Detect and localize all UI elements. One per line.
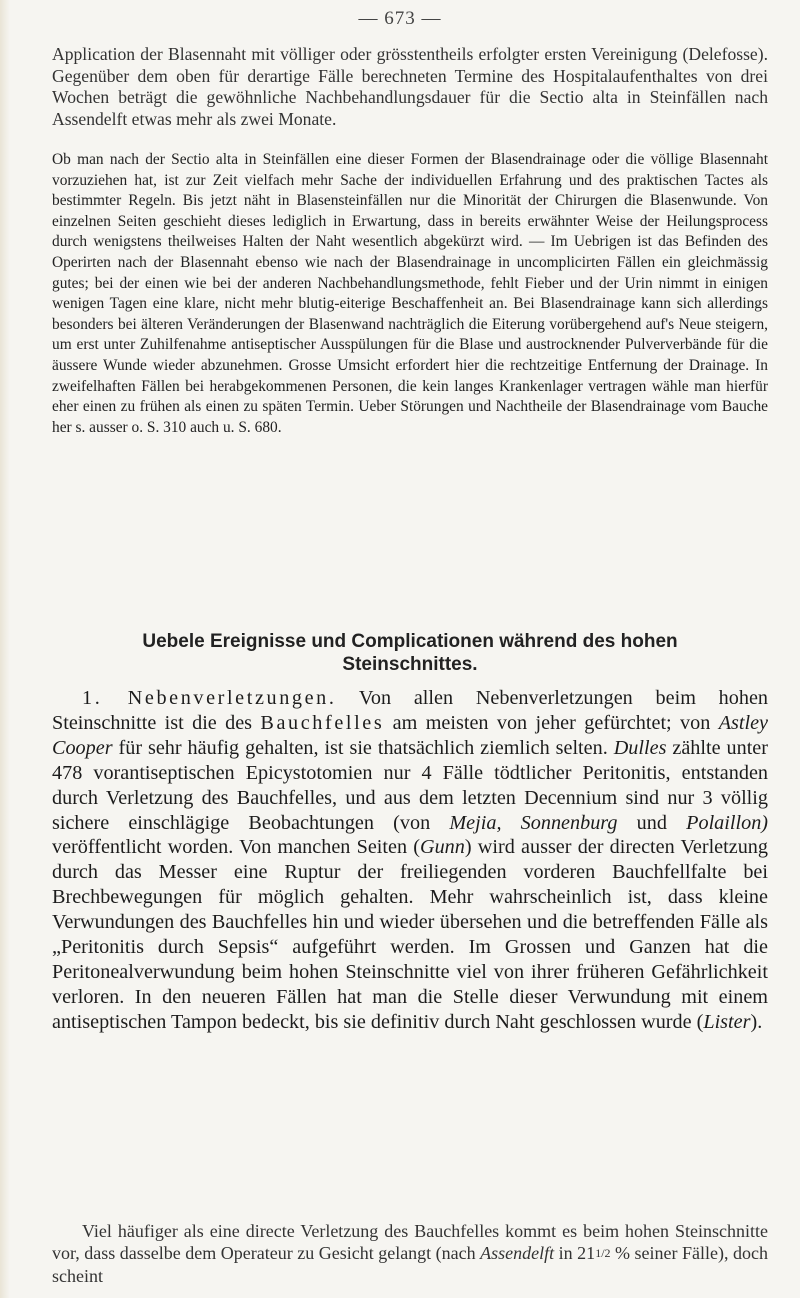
page-edge-shadow bbox=[0, 0, 10, 1298]
text-run: veröffentlicht worden. Von manchen Seiten ( bbox=[52, 836, 420, 859]
text-run: % seiner Fälle), doch scheint bbox=[52, 1243, 768, 1286]
section-heading bbox=[52, 630, 768, 676]
paragraph-drainage-vs-suture: Ob man nach der Sectio alta in Steinfällen eine dieser Formen der Blasendrainage oder die völlige Blasennaht vorzuziehen hat, ist zur Zeit vielfach mehr Sache der individuellen Erfahrung und des praktischen Tactes als bestimmter Regeln. Bis jetzt näht in Blasensteinfällen nur die Minorität der Chirurgen die Blasenwunde. Von einzelnen Seiten geschieht dieses lediglich in Erwartung, dass in bereits erwähnter Weise der Heilungsprocess durch wenigstens theilweises Halten der Naht wesentlich abgekürzt wird. — Im Uebrigen ist das Befinden des Operirten nach der Blasennaht ebenso wie nach der Blasendrainage in uncomplicirten Fällen ein gleichmässig gutes; bei der einen wie bei der anderen Nachbehandlungsmethode, fehlt Fieber und der Urin nimmt in einigen wenigen Tagen eine klare, nicht mehr blutig-eiterige Beschaffenheit an. Bei Blasendrainage kann sich allerdings besonders bei älteren Veränderungen der Blasenwand nachträglich die Eiterung vorübergehend auf's Neue steigern, um erst unter Zuhilfenahme antiseptischer Ausspülungen für die Blase und austrocknender Pulververbände für die äussere Wunde wieder abzunehmen. Grosse Umsicht erfordert hier die rechtzeitige Entfernung der Drainage. In zweifelhaften Fällen bei herabgekommenen Personen, die kein langes Krankenlager vertragen wähle man hierfür eher einen zu frühen als einen zu späten Termin. Ueber Störungen und Nachtheile der Blasendrainage vom Bauche her s. ausser o. S. 310 auch u. S. 680. bbox=[52, 151, 768, 436]
text-run: ) wird ausser der directen Verletzung durch das Messer eine Ruptur der freiliegenden vorderen Bauchfellfalte bei Brechbewegungen für möglich gehalten. Mehr wahrscheinlich ist, dass kleine Verwundungen des Bauchfelles hin und wieder übersehen und die betreffenden Fälle als „Peritonitis durch Sepsis“ aufgeführt werden. Im Grossen und Ganzen hat die Peritonealverwundung beim hohen Steinschnitte viel von ihrer früheren Gefährlichkeit verloren. In den neueren Fällen hat man die Stelle dieser Verwundung mit einem antiseptischen Tampon bedeckt, bis sie definitiv durch Naht geschlossen wurde ( bbox=[52, 836, 768, 1033]
text-run: zählte unter 478 vorantiseptischen Epicystotomien nur 4 Fälle tödtlicher Peritonitis, entstanden durch Verletzung des Bauchfelles, und aus dem letzten Decennium sind nur 3 völlig sichere einschlägige Beobachtungen (von bbox=[52, 736, 768, 834]
text-run: ). bbox=[750, 1010, 763, 1033]
emphasized-term: Bauchfelles bbox=[260, 711, 385, 734]
heading-line-2: Steinschnittes. bbox=[342, 654, 478, 675]
paragraph-assendelft-duration: Application der Blasennaht mit völliger oder grösstentheils erfolgter ersten Vereinigung (Delefosse). Gegenüber dem oben für derartige Fälle berechneten Termine des Hospitalaufenthaltes von drei Wochen beträgt die gewöhnliche Nachbehandlungsdauer für die Sectio alta in Steinfällen nach Assendelft etwas mehr als zwei Monate. bbox=[52, 44, 768, 129]
heading-line-1: Uebele Ereignisse und Complicationen während des hohen bbox=[142, 631, 678, 652]
author-name: Lister bbox=[703, 1010, 751, 1033]
text-run: am meisten von jeher gefürchtet; von bbox=[384, 711, 719, 734]
fraction: 1/2 bbox=[595, 1246, 611, 1261]
subsection-lead: 1. Nebenverletzungen. bbox=[82, 687, 337, 709]
paragraph-bauchfell-exposure bbox=[52, 1220, 768, 1287]
text-run: in 21 bbox=[554, 1243, 596, 1264]
page-number: — 673 — bbox=[358, 8, 442, 29]
author-name: Assendelft bbox=[480, 1243, 555, 1264]
text-run: für sehr häufig gehalten, ist sie thatsächlich ziemlich selten. bbox=[112, 736, 614, 759]
author-name: Polaillon) bbox=[686, 811, 769, 834]
text-run: Von allen Nebenverletzungen beim hohen Steinschnitte ist die des bbox=[52, 687, 768, 734]
text-run: Viel häufiger als eine directe Verletzung des Bauchfelles kommt es beim hohen Steinschnitte vor, dass dasselbe dem Operateur zu Gesicht gelangt (nach bbox=[52, 1221, 768, 1264]
author-name: Mejia, Sonnenburg bbox=[449, 811, 618, 834]
author-name: Astley Cooper bbox=[52, 711, 769, 759]
author-name: Gunn bbox=[420, 836, 465, 859]
author-name: Dulles bbox=[613, 736, 667, 759]
text-run: und bbox=[617, 811, 687, 834]
paragraph-nebenverletzungen bbox=[52, 686, 768, 1035]
